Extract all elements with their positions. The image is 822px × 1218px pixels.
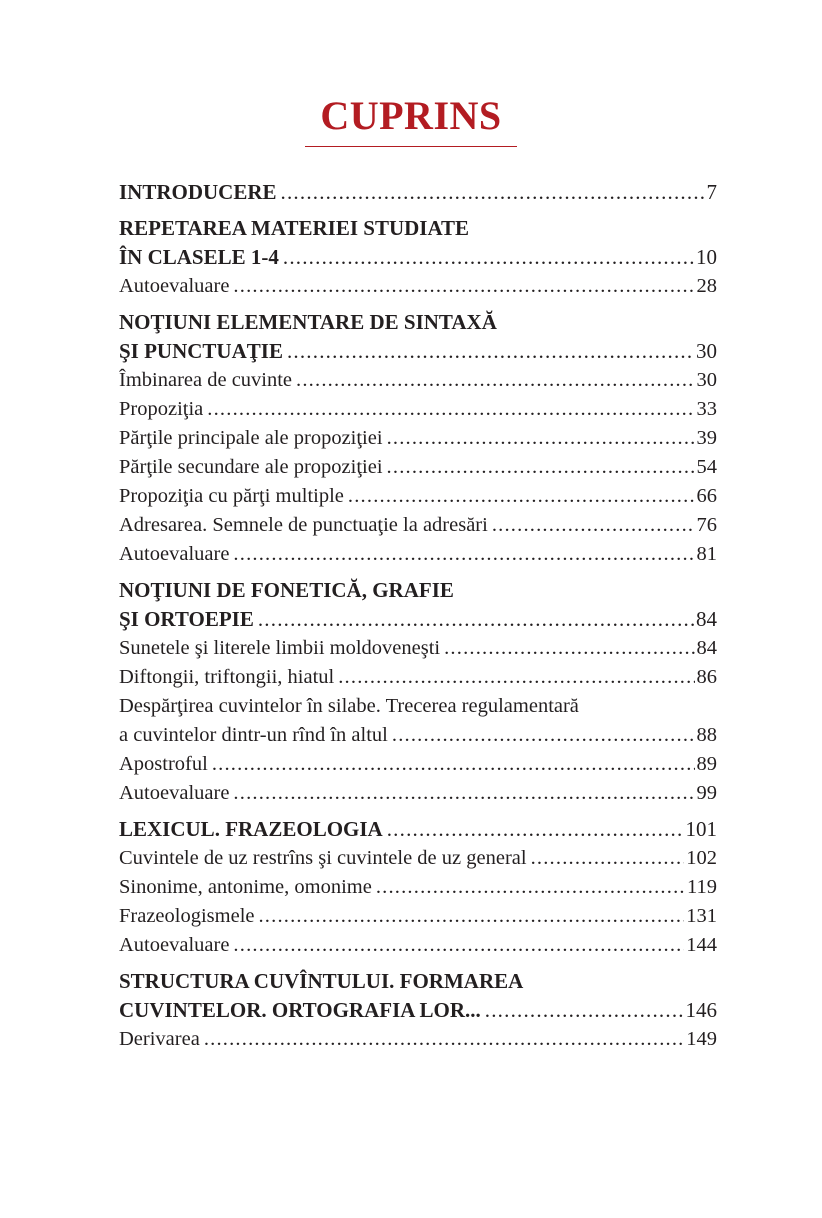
toc-entry-label: Despărţirea cuvintelor în silabe. Trecerea regulamentară xyxy=(119,695,579,717)
toc-entry-label: Diftongii, triftongii, hiatul xyxy=(119,666,335,688)
toc-entry-row xyxy=(119,1025,717,1054)
toc-entry-label: Autoevaluare xyxy=(119,275,230,297)
toc-page-number: 54 xyxy=(696,456,717,478)
dot-leader xyxy=(387,453,695,482)
dot-leader xyxy=(233,540,694,569)
toc-entry-label: STRUCTURA CUVÎNTULUI. FORMAREA xyxy=(119,969,524,993)
toc-entry-label: LEXICUL. FRAZEOLOGIA xyxy=(119,817,383,841)
toc-entry-row xyxy=(119,540,717,569)
toc-entry-row xyxy=(119,395,717,424)
toc-entry-label: Apostroful xyxy=(119,753,208,775)
dot-leader xyxy=(258,902,684,931)
toc-page-number: 66 xyxy=(696,485,717,507)
toc-page-number: 28 xyxy=(696,275,717,297)
dot-leader xyxy=(207,395,694,424)
page-title: CUPRINS xyxy=(320,93,502,138)
dot-leader xyxy=(492,511,695,540)
dot-leader xyxy=(204,1025,684,1054)
toc-entry-row xyxy=(119,692,717,721)
toc-section xyxy=(119,815,717,960)
toc-heading-row xyxy=(119,243,717,272)
dot-leader xyxy=(233,779,694,808)
toc-entry-row xyxy=(119,844,717,873)
toc-entry-label: Cuvintele de uz restrîns şi cuvintele de uz general xyxy=(119,847,527,869)
dot-leader xyxy=(287,337,694,366)
toc-heading-row xyxy=(119,337,717,366)
toc-page-number: 84 xyxy=(696,637,717,659)
toc-page-number: 99 xyxy=(696,782,717,804)
toc-page-number: 144 xyxy=(686,934,717,956)
dot-leader xyxy=(485,996,684,1025)
dot-leader xyxy=(338,663,694,692)
toc-entry-row xyxy=(119,634,717,663)
toc-entry-label: NOŢIUNI DE FONETICĂ, GRAFIE xyxy=(119,578,454,602)
toc-page-number: 81 xyxy=(696,543,717,565)
toc-page-number: 102 xyxy=(686,847,717,869)
toc-entry-row xyxy=(119,272,717,301)
dot-leader xyxy=(296,366,694,395)
toc-entry-label: Autoevaluare xyxy=(119,934,230,956)
toc-entry-row xyxy=(119,424,717,453)
toc-entry-label: REPETAREA MATERIEI STUDIATE xyxy=(119,216,470,240)
table-of-contents xyxy=(119,178,717,1061)
toc-entry-label: Părţile principale ale propoziţiei xyxy=(119,427,383,449)
toc-entry-label: Îmbinarea de cuvinte xyxy=(119,369,293,391)
toc-page-number: 33 xyxy=(696,398,717,420)
toc-entry-label: ÎN CLASELE 1-4 xyxy=(119,245,279,269)
toc-heading-row xyxy=(119,815,717,844)
dot-leader xyxy=(258,605,694,634)
toc-heading-row xyxy=(119,605,717,634)
toc-section xyxy=(119,967,717,1054)
toc-entry-label: NOŢIUNI ELEMENTARE DE SINTAXĂ xyxy=(119,310,497,334)
toc-entry-row xyxy=(119,511,717,540)
dot-leader xyxy=(392,721,695,750)
dot-leader xyxy=(212,750,695,779)
dot-leader xyxy=(348,482,695,511)
toc-entry-label: CUVINTELOR. ORTOGRAFIA LOR... xyxy=(119,998,481,1022)
toc-page-number: 30 xyxy=(696,339,717,363)
toc-entry-label: Propoziţia xyxy=(119,398,204,420)
toc-section xyxy=(119,308,717,569)
toc-entry-label: ŞI PUNCTUAŢIE xyxy=(119,339,283,363)
toc-heading-row xyxy=(119,178,717,207)
dot-leader xyxy=(531,844,685,873)
toc-entry-label: INTRODUCERE xyxy=(119,180,277,204)
toc-entry-label: Părţile secundare ale propoziţiei xyxy=(119,456,383,478)
toc-heading-row xyxy=(119,214,717,243)
toc-page-number: 7 xyxy=(706,180,717,204)
toc-entry-label: Autoevaluare xyxy=(119,543,230,565)
toc-entry-label: Frazeologismele xyxy=(119,905,255,927)
toc-page-number: 89 xyxy=(696,753,717,775)
dot-leader xyxy=(233,272,694,301)
toc-entry-label: Propoziţia cu părţi multiple xyxy=(119,485,344,507)
toc-page-number: 84 xyxy=(696,607,717,631)
toc-entry-row xyxy=(119,779,717,808)
toc-page-number: 10 xyxy=(696,245,717,269)
toc-entry-label: ŞI ORTOEPIE xyxy=(119,607,254,631)
toc-page-number: 119 xyxy=(687,876,717,898)
dot-leader xyxy=(281,178,705,207)
toc-entry-label: Derivarea xyxy=(119,1028,200,1050)
toc-page-number: 76 xyxy=(696,514,717,536)
toc-page-number: 30 xyxy=(696,369,717,391)
dot-leader xyxy=(376,873,685,902)
dot-leader xyxy=(387,424,695,453)
toc-entry-row xyxy=(119,453,717,482)
toc-section xyxy=(119,178,717,207)
toc-entry-label: Sinonime, antonime, omonime xyxy=(119,876,372,898)
toc-entry-label: Adresarea. Semnele de punctuaţie la adresări xyxy=(119,514,488,536)
toc-entry-row xyxy=(119,482,717,511)
toc-heading-row xyxy=(119,996,717,1025)
toc-entry-row xyxy=(119,750,717,779)
title-underline xyxy=(305,146,517,147)
toc-page-number: 131 xyxy=(686,905,717,927)
toc-entry-row xyxy=(119,902,717,931)
toc-heading-row xyxy=(119,576,717,605)
toc-entry-row xyxy=(119,366,717,395)
dot-leader xyxy=(387,815,684,844)
toc-entry-label: Autoevaluare xyxy=(119,782,230,804)
toc-entry-label: Sunetele şi literele limbii moldoveneşti xyxy=(119,637,441,659)
toc-section xyxy=(119,214,717,301)
toc-entry-row xyxy=(119,721,717,750)
toc-page-number: 146 xyxy=(685,998,717,1022)
toc-heading-row xyxy=(119,308,717,337)
toc-page-number: 39 xyxy=(696,427,717,449)
toc-entry-row xyxy=(119,663,717,692)
dot-leader xyxy=(283,243,694,272)
toc-page-number: 86 xyxy=(696,666,717,688)
toc-entry-row xyxy=(119,931,717,960)
toc-section xyxy=(119,576,717,808)
toc-entry-row xyxy=(119,873,717,902)
toc-heading-row xyxy=(119,967,717,996)
toc-page-number: 88 xyxy=(696,724,717,746)
dot-leader xyxy=(233,931,684,960)
dot-leader xyxy=(444,634,694,663)
toc-page-number: 101 xyxy=(685,817,717,841)
toc-page-number: 149 xyxy=(686,1028,717,1050)
toc-entry-label: a cuvintelor dintr-un rînd în altul xyxy=(119,724,388,746)
